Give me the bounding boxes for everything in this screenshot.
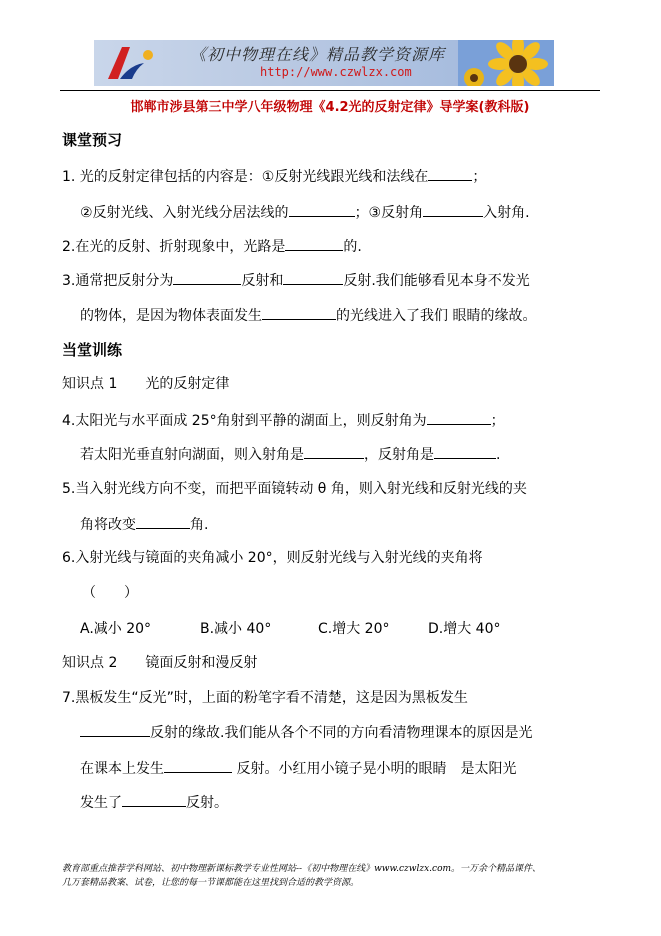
question-2	[62, 236, 362, 257]
option-b[interactable]: B.减小 40°	[200, 621, 272, 637]
question-7-line-3	[80, 758, 516, 779]
q4-text: ，反射角是	[364, 447, 434, 463]
q3-text: 的物体，是因为物体表面发生	[80, 308, 262, 324]
answer-blank[interactable]	[173, 270, 241, 285]
q1-text: 入射角.	[483, 205, 530, 221]
question-3-line-1	[62, 270, 530, 291]
question-6-options	[80, 619, 501, 639]
option-c[interactable]: C.增大 20°	[318, 621, 390, 637]
question-4-line-2	[80, 444, 500, 465]
answer-blank[interactable]	[434, 444, 496, 459]
question-6: 6.入射光线与镜面的夹角减小 20°，则反射光线与入射光线的夹角将	[62, 550, 483, 566]
q3-text: 反射.我们能够看见本身不发光	[343, 273, 530, 289]
page-footer	[62, 862, 602, 890]
q2-end: 的.	[343, 239, 362, 255]
footer-line-1: 教育部重点推荐学科网站、初中物理新课标教学专业性网站--《初中物理在线》www.czwlzx.com。一万余个精品课件、	[62, 864, 542, 874]
site-logo-icon	[100, 43, 160, 83]
banner-title: 《初中物理在线》精品教学资源库	[190, 45, 446, 64]
option-d[interactable]: D.增大 40°	[428, 621, 501, 637]
q4-text: 4.太阳光与水平面成 25°角射到平静的湖面上，则反射角为	[62, 413, 427, 429]
answer-blank[interactable]	[304, 444, 364, 459]
answer-blank[interactable]	[423, 202, 483, 217]
question-1-line-2	[80, 202, 530, 223]
q4-text: .	[496, 447, 501, 463]
question-7-line-4	[80, 792, 228, 813]
question-7-line-1: 7.黑板发生“反光”时，上面的粉笔字看不清楚，这是因为黑板发生	[62, 690, 468, 706]
question-4-line-1	[62, 410, 505, 431]
q7-text: 在课本上发生	[80, 761, 164, 777]
question-6-paren: （ ）	[82, 585, 138, 601]
question-1-line-1	[62, 166, 486, 187]
q4-text: 若太阳光垂直射向湖面，则入射角是	[80, 447, 304, 463]
option-a[interactable]: A.减小 20°	[80, 621, 152, 637]
banner-url[interactable]: http://www.czwlzx.com	[260, 65, 412, 79]
q1-text: ②反射光线、入射光线分居法线的	[80, 205, 289, 221]
answer-blank[interactable]	[283, 270, 343, 285]
q2-text: 2.在光的反射、折射现象中，光路是	[62, 239, 286, 255]
answer-blank[interactable]	[164, 758, 232, 773]
q5-text: 角将改变	[80, 517, 136, 533]
q3-text: 反射和	[241, 273, 284, 289]
answer-blank[interactable]	[122, 792, 186, 807]
footer-line-2: 几万套精品教案、试卷，让您的每一节课都能在这里找到合适的教学资源。	[62, 878, 360, 888]
knowledge-point-2: 知识点 2 镜面反射和漫反射	[62, 655, 258, 671]
header-divider	[60, 90, 600, 91]
sunflower-icon	[458, 40, 554, 86]
q7-text: 反射。小红用小镜子晃小明的眼睛 是太阳光	[232, 761, 517, 777]
q3-text: 3.通常把反射分为	[62, 273, 174, 289]
answer-blank[interactable]	[428, 166, 472, 181]
q1-text: 1. 光的反射定律包括的内容是：①反射光线跟光线和法线在	[62, 169, 429, 185]
answer-blank[interactable]	[289, 202, 355, 217]
header-banner	[94, 40, 554, 86]
answer-blank[interactable]	[285, 236, 343, 251]
q1-end: ；	[472, 169, 487, 185]
answer-blank[interactable]	[136, 514, 190, 529]
question-7-line-2	[80, 722, 532, 743]
q1-text: ；③反射角	[354, 205, 424, 221]
answer-blank[interactable]	[262, 305, 336, 320]
section-preview: 课堂预习	[62, 131, 123, 149]
q7-text: 发生了	[80, 795, 122, 811]
q5-text: 角.	[190, 517, 209, 533]
answer-blank[interactable]	[80, 722, 150, 737]
document-title: 邯郸市涉县第三中学八年级物理《4.2光的反射定律》导学案(教科版)	[130, 100, 530, 115]
q4-end: ；	[490, 413, 505, 429]
section-training: 当堂训练	[62, 341, 123, 359]
question-5-line-1: 5.当入射光线方向不变，而把平面镜转动 θ 角，则入射光线和反射光线的夹	[62, 481, 527, 497]
answer-blank[interactable]	[427, 410, 491, 425]
q7-text: 反射的缘故.我们能从各个不同的方向看清物理课本的原因是光	[150, 725, 533, 741]
question-3-line-2	[80, 305, 536, 326]
question-5-line-2	[80, 514, 208, 535]
q7-text: 反射。	[186, 795, 228, 811]
q3-text: 的光线进入了我们 眼睛的缘故。	[336, 308, 537, 324]
knowledge-point-1: 知识点 1 光的反射定律	[62, 376, 230, 392]
